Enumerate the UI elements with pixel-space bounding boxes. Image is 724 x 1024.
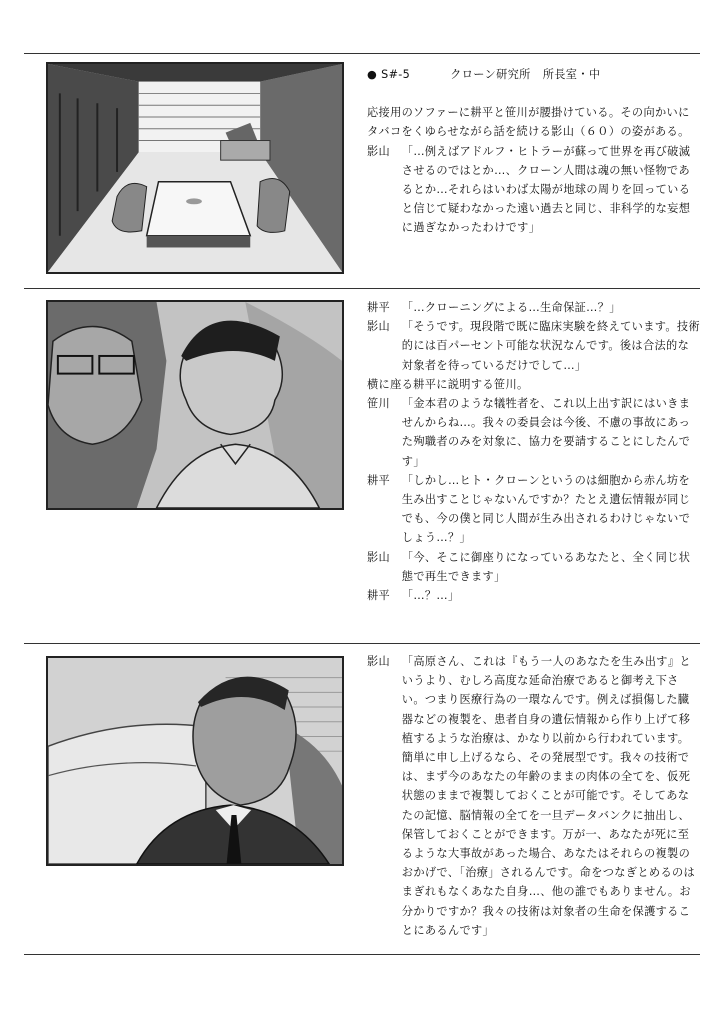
speaker: 影山 [367,655,391,668]
stage-direction: 応接用のソファーに耕平と笹川が腰掛けている。その向かいにタバコをくゆらせながら話を続ける影山（６０）の姿がある。 [367,106,690,139]
dialogue: 「…クローニングによる…生命保証…？」 [401,301,621,314]
scene-text-block-2 [367,298,700,605]
dialogue-line [367,317,700,375]
speaker: 笹川 [367,397,391,411]
dialogue-line [367,394,700,471]
divider-bottom [24,954,700,955]
dialogue: 「…？…」 [401,589,460,603]
speaker: 影山 [367,550,391,564]
speaker: 耕平 [367,589,391,603]
scene-heading [367,65,700,84]
dialogue: 「金本君のような犠牲者を、これ以上出す訳にはいきませんからね…。我々の委員会は今後、不慮の事故にあった殉職者のみを対象に、協力を要請することにしたんです」 [401,397,691,468]
dialogue-line [367,586,700,605]
dialogue-line [367,142,700,238]
dialogue: 「…例えばアドルフ・ヒトラーが蘇って世界を再び破滅させるのではとか…、クローン人間は魂の無い怪物であるとか…それらはいわば太陽が地球の周りを回っていると信じて疑わなかった遠い過去と同じ、非科学的な妄想に過ぎなかったわけです」 [401,144,691,235]
scene-location: クローン研究所 [450,68,531,81]
dialogue-line [367,471,700,548]
storyboard-panel-kageyama [46,656,344,866]
divider-top [24,53,700,54]
scene-text-block-3 [367,652,700,940]
scene-number: S#-5 [381,68,411,81]
dialogue-line [367,548,700,586]
bullet-icon: ● [367,68,378,81]
dialogue: 「今、そこに御座りになっているあなたと、全く同じ状態で再生できます」 [401,550,691,583]
stage-direction: 横に座る耕平に説明する笹川。 [367,377,529,391]
divider-2 [24,643,700,644]
speaker: 耕平 [367,301,391,314]
divider-1 [24,288,700,289]
storyboard-panel-meeting-room [46,62,344,274]
dialogue: 「そうです。現段階で既に臨床実験を終えています。技術的には百パーセント可能な状況なんです。後は合法的な対象者を待っているだけでして…」 [401,320,700,372]
scene-room: 所長室・中 [542,68,601,81]
dialogue: 「高原さん、これは『もう一人のあなたを生み出す』というより、むしろ高度な延命治療であると御考え下さい。つまり医療行為の一環なんです。例えば損傷した臓器などの複製を、患者自身の遺伝情報から作り上げて移植するような治療は、かなり以前から行われています。簡単に申し上げるなら、その発展型です。我々の技術では、まず今のあなたの年齢のままの肉体の全てを、仮死状態のままで複製しておくことが可能です。そしてあなたの記憶、脳情報の全てを一旦データバンクに抽出し、保管しておくことができます。万が一、あなたが死に至るような大事故があった場合、あなたはそれらの複製のおかげで、「治療」されるんです。命をつなぎとめるのはまぎれもなくあなた自身…、他の誰でもありません。お分かりですか？我々の技術は対象者の生命を保護することにあるんです」 [401,655,696,937]
speaker: 耕平 [367,473,391,487]
dialogue-line [367,652,700,940]
dialogue: 「しかし…ヒト・クローンというのは細胞から赤ん坊を生み出すことじゃないんですか？たとえ遺伝情報が同じでも、今の僕と同じ人間が生み出されるわけじゃないでしょう…？」 [401,473,691,545]
speaker: 影山 [367,320,391,334]
speaker: 影山 [367,144,391,158]
scene-text-block-1 [367,65,700,238]
dialogue-line [367,298,700,317]
storyboard-panel-two-men [46,300,344,510]
